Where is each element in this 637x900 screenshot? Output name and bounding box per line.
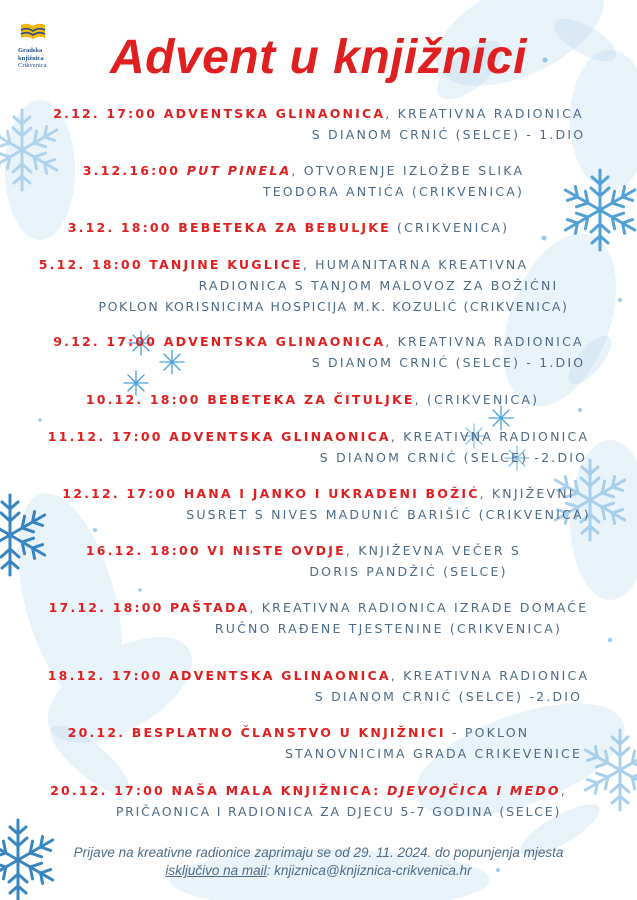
event-name: ADVENTSKA GLINAONICA [163, 106, 386, 121]
event-desc: , [560, 783, 567, 798]
event-name: HANA I JANKO I UKRADENI BOŽIĆ [183, 486, 480, 501]
logo-line-2: knjižnica [18, 54, 44, 62]
event-name: ADVENTSKA GLINAONICA [169, 429, 391, 444]
event-item [0, 103, 637, 145]
event-item [0, 389, 637, 410]
event-desc: , HUMANITARNA KREATIVNA [302, 257, 529, 272]
event-item [0, 331, 637, 373]
logo-line-1: Gradska [18, 47, 43, 54]
event-date: 5.12. 18:00 [38, 257, 150, 272]
event-date: 11.12. 17:00 [47, 429, 170, 444]
event-name: BEBETEKA ZA BEBULJKE [178, 220, 391, 235]
event-desc-line: PRIČAONICA I RADIONICA ZA DJECU 5-7 GODINA (SELCE) [115, 804, 562, 819]
event-name: BESPLATNO ČLANSTVO U KNJIŽNICI [131, 725, 446, 740]
event-date: 20.12. [67, 725, 132, 740]
event-item [0, 780, 637, 822]
event-date: 9.12. 17:00 [53, 334, 164, 349]
event-name: VI NISTE OVDJE [207, 543, 346, 558]
event-name: NAŠA MALA KNJIŽNICA: [171, 783, 387, 798]
registration-note-line-1: Prijave na kreativne radionice zaprimaju se od 29. 11. 2024. do popunjenja mjesta [73, 845, 564, 860]
event-desc-line: RADIONICA S TANJOM MALOVOZ ZA BOŽIĆNI [198, 278, 559, 293]
event-item [0, 254, 637, 317]
event-date: 2.12. 17:00 [53, 106, 164, 121]
event-date: 3.12.16:00 [82, 163, 187, 178]
event-name: ADVENTSKA GLINAONICA [163, 334, 386, 349]
event-desc: , KREATIVNA RADIONICA [385, 106, 584, 121]
event-date: 3.12. 18:00 [67, 220, 179, 235]
event-desc: , KREATIVNA RADIONICA [390, 429, 590, 444]
event-desc-line: STANOVNICIMA GRADA CRIKEVENICE [284, 746, 583, 761]
event-desc: , KREATIVNA RADIONICA [390, 668, 590, 683]
event-desc-line: S DIANOM CRNIĆ (SELCE) - 1.DIO [311, 355, 586, 370]
event-date: 17.12. 18:00 [48, 600, 171, 615]
event-date: 18.12. 17:00 [47, 668, 170, 683]
event-item [0, 540, 637, 582]
event-date: 20.12. 17:00 [50, 783, 172, 798]
event-name: ADVENTSKA GLINAONICA [169, 668, 391, 683]
registration-note-line-2 [0, 862, 637, 880]
event-desc-line: RUČNO RAĐENE TJESTENINE (CRIKVENICA) [214, 621, 563, 636]
event-desc: , OTVORENJE IZLOŽBE SLIKA [291, 163, 525, 178]
event-item [0, 217, 637, 238]
event-name: PAŠTADA [170, 600, 250, 615]
event-desc: , KNJIŽEVNI [479, 486, 575, 501]
event-desc-line: SUSRET S NIVES MADUNIĆ BARIŠIĆ (CRIKVENICA) [186, 507, 591, 522]
event-item [0, 665, 637, 707]
email-link[interactable]: : knjiznica@knjiznica-crikvenica.hr [266, 863, 472, 878]
event-desc-line: S DIANOM CRNIĆ (SELCE) -2.DIO [319, 450, 588, 465]
event-name: TANJINE KUGLICE [149, 257, 303, 272]
event-desc: , (CRIKVENICA) [414, 392, 540, 407]
event-date: 12.12. 17:00 [62, 486, 184, 501]
registration-note-emphasis: isključivo na mail [165, 863, 267, 878]
registration-note [0, 844, 637, 880]
event-name-italic: DJEVOJČICA I MEDO [387, 783, 561, 798]
event-desc: , KREATIVNA RADIONICA [385, 334, 584, 349]
event-item [0, 597, 637, 639]
event-item [0, 483, 637, 525]
event-desc-line: DORIS PANDŽIĆ (SELCE) [309, 564, 508, 579]
event-desc: , KREATIVNA RADIONICA IZRADE DOMAĆE [249, 600, 589, 615]
event-desc-line: TEODORA ANTIĆA (CRIKVENICA) [262, 184, 525, 199]
event-name: BEBETEKA ZA ČITULJKE [207, 392, 415, 407]
event-date: 16.12. 18:00 [85, 543, 208, 558]
page-title: Advent u knjižnici [109, 31, 528, 84]
event-desc: - POKLON [445, 725, 530, 740]
event-desc-line: S DIANOM CRNIĆ (SELCE) -2.DIO [314, 689, 583, 704]
event-item [0, 426, 637, 468]
event-name: PUT PINELA [186, 163, 292, 178]
logo-line-3: Crikvenica [18, 62, 47, 69]
event-desc-line: POKLON KORISNICIMA HOSPICIJA M.K. KOZULIĆ (CRIKVENICA) [98, 299, 569, 314]
event-desc: (CRIKVENICA) [390, 220, 510, 235]
event-item [0, 160, 637, 202]
event-date: 10.12. 18:00 [85, 392, 208, 407]
event-desc: , KNJIŽEVNA VEČER S [345, 543, 522, 558]
event-item [0, 722, 637, 764]
event-desc-line: S DIANOM CRNIĆ (SELCE) - 1.DIO [311, 127, 586, 142]
